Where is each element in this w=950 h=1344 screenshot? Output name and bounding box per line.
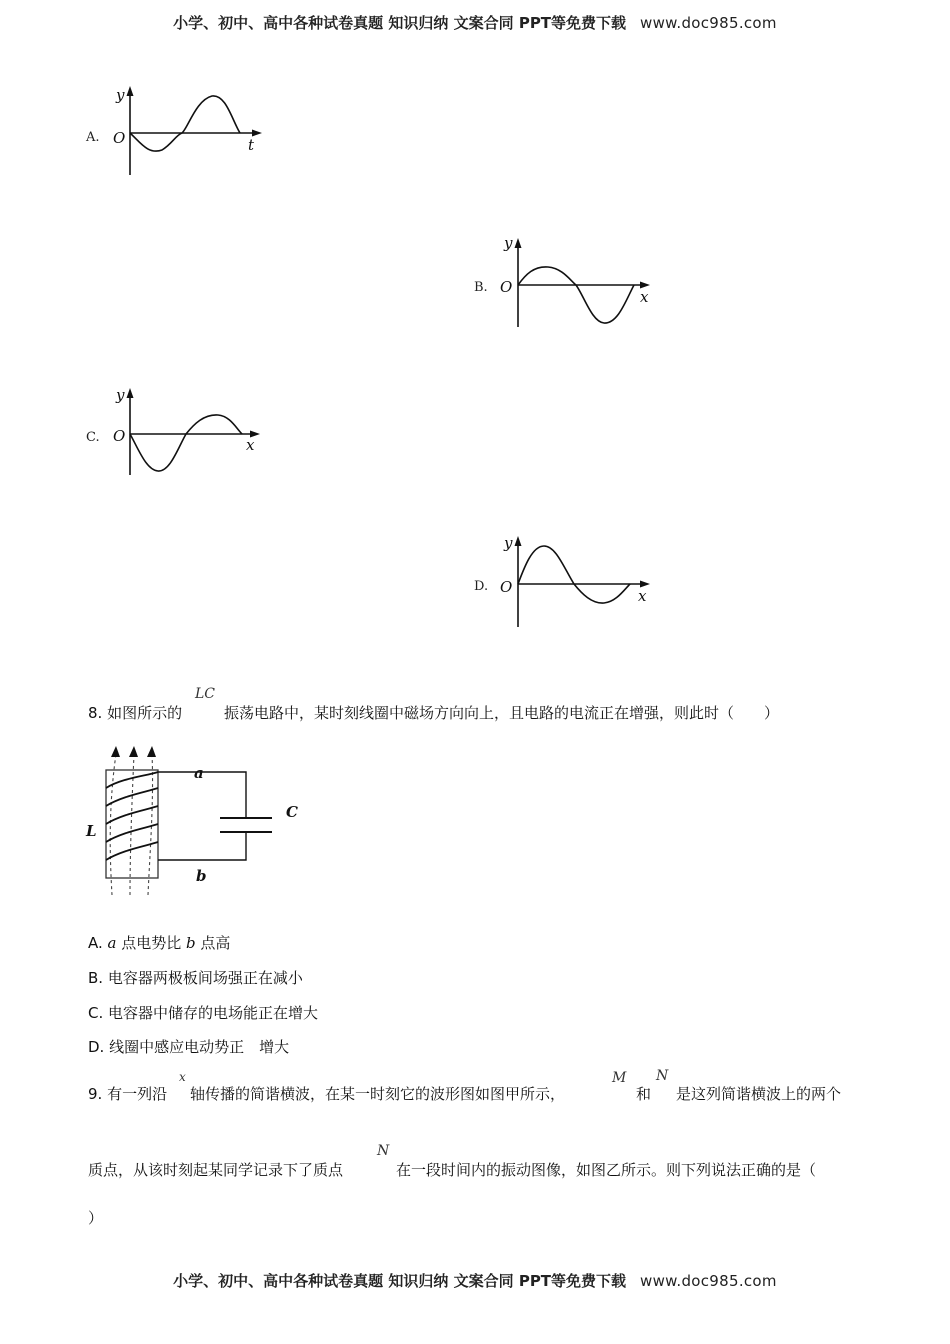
label-a: a (194, 764, 204, 782)
x-axis-label: x (638, 587, 647, 605)
graph-option-d (490, 532, 665, 632)
graph-option-a (100, 80, 270, 180)
label-l: L (86, 822, 97, 840)
option-c-label: C. (86, 430, 100, 445)
question-8-option-c[interactable]: C. 电容器中储存的电场能正在增大 (88, 1004, 319, 1022)
question-8-option-b[interactable]: B. 电容器两极板间场强正在减小 (88, 969, 303, 987)
origin-label: O (500, 578, 513, 596)
x-axis-label: x (246, 436, 255, 454)
page-header (0, 12, 950, 33)
question-9-line-2b: 在一段时间内的振动图像，如图乙所示。则下列说法正确的是（ (396, 1161, 817, 1179)
question-9-math-n2: N (377, 1143, 390, 1159)
question-8-line (88, 702, 182, 723)
question-8-text-before: 如图所示的 (107, 704, 183, 722)
header-url[interactable]: www.doc985.com (640, 14, 777, 32)
footer-title: 小学、初中、高中各种试卷真题 知识归纳 文案合同 PPT等免费下载 (173, 1272, 627, 1290)
label-c: C (286, 803, 298, 821)
question-9-math-x: x (179, 1070, 186, 1084)
question-8-number: 8. (88, 704, 103, 722)
lc-circuit-diagram (82, 740, 322, 900)
var-b: b (186, 934, 196, 952)
option-mid: 点电势比 (116, 934, 187, 952)
question-8-option-d[interactable]: D. 线圈中感应电动势正 增大 (88, 1038, 290, 1056)
question-9-text-3: 和 (636, 1085, 652, 1103)
y-axis-label: y (504, 534, 513, 552)
label-b: b (196, 867, 207, 885)
origin-label: O (113, 427, 126, 445)
question-9-text-4: 是这列简谐横波上的两个 (676, 1085, 842, 1103)
question-9-text-2: 轴传播的简谐横波，在某一时刻它的波形图如图甲所示， (190, 1085, 566, 1103)
question-9-text-1: 有一列沿 (107, 1085, 168, 1103)
var-a: a (107, 934, 117, 952)
option-a-label: A. (86, 130, 100, 145)
graph-option-b (490, 232, 665, 332)
question-9-math-n: N (656, 1068, 669, 1084)
footer-url[interactable]: www.doc985.com (640, 1272, 777, 1290)
question-9-number: 9. (88, 1085, 103, 1103)
question-8-text-after: 振荡电路中，某时刻线圈中磁场方向向上，且电路的电流正在增强，则此时（ ） (224, 704, 780, 722)
option-suffix: 点高 (195, 934, 231, 952)
question-9-line-1a (88, 1083, 167, 1104)
x-axis-label: t (248, 136, 255, 154)
y-axis-label: y (116, 386, 125, 404)
question-9-line-2a: 质点，从该时刻起某同学记录下了质点 (88, 1161, 344, 1179)
origin-label: O (113, 129, 126, 147)
option-b-label: B. (474, 280, 488, 295)
question-8-option-a[interactable] (88, 932, 230, 953)
header-title: 小学、初中、高中各种试卷真题 知识归纳 文案合同 PPT等免费下载 (173, 14, 627, 32)
option-d-label: D. (474, 579, 489, 594)
page-footer (0, 1270, 950, 1291)
origin-label: O (500, 278, 513, 296)
y-axis-label: y (116, 86, 125, 104)
y-axis-label: y (504, 234, 513, 252)
question-8-math-lc: LC (195, 686, 216, 702)
x-axis-label: x (640, 288, 649, 306)
graph-option-c (100, 382, 270, 482)
question-9-math-m: M (612, 1070, 627, 1086)
question-9-line-3: ） (88, 1209, 104, 1227)
option-prefix: A. (88, 934, 108, 952)
